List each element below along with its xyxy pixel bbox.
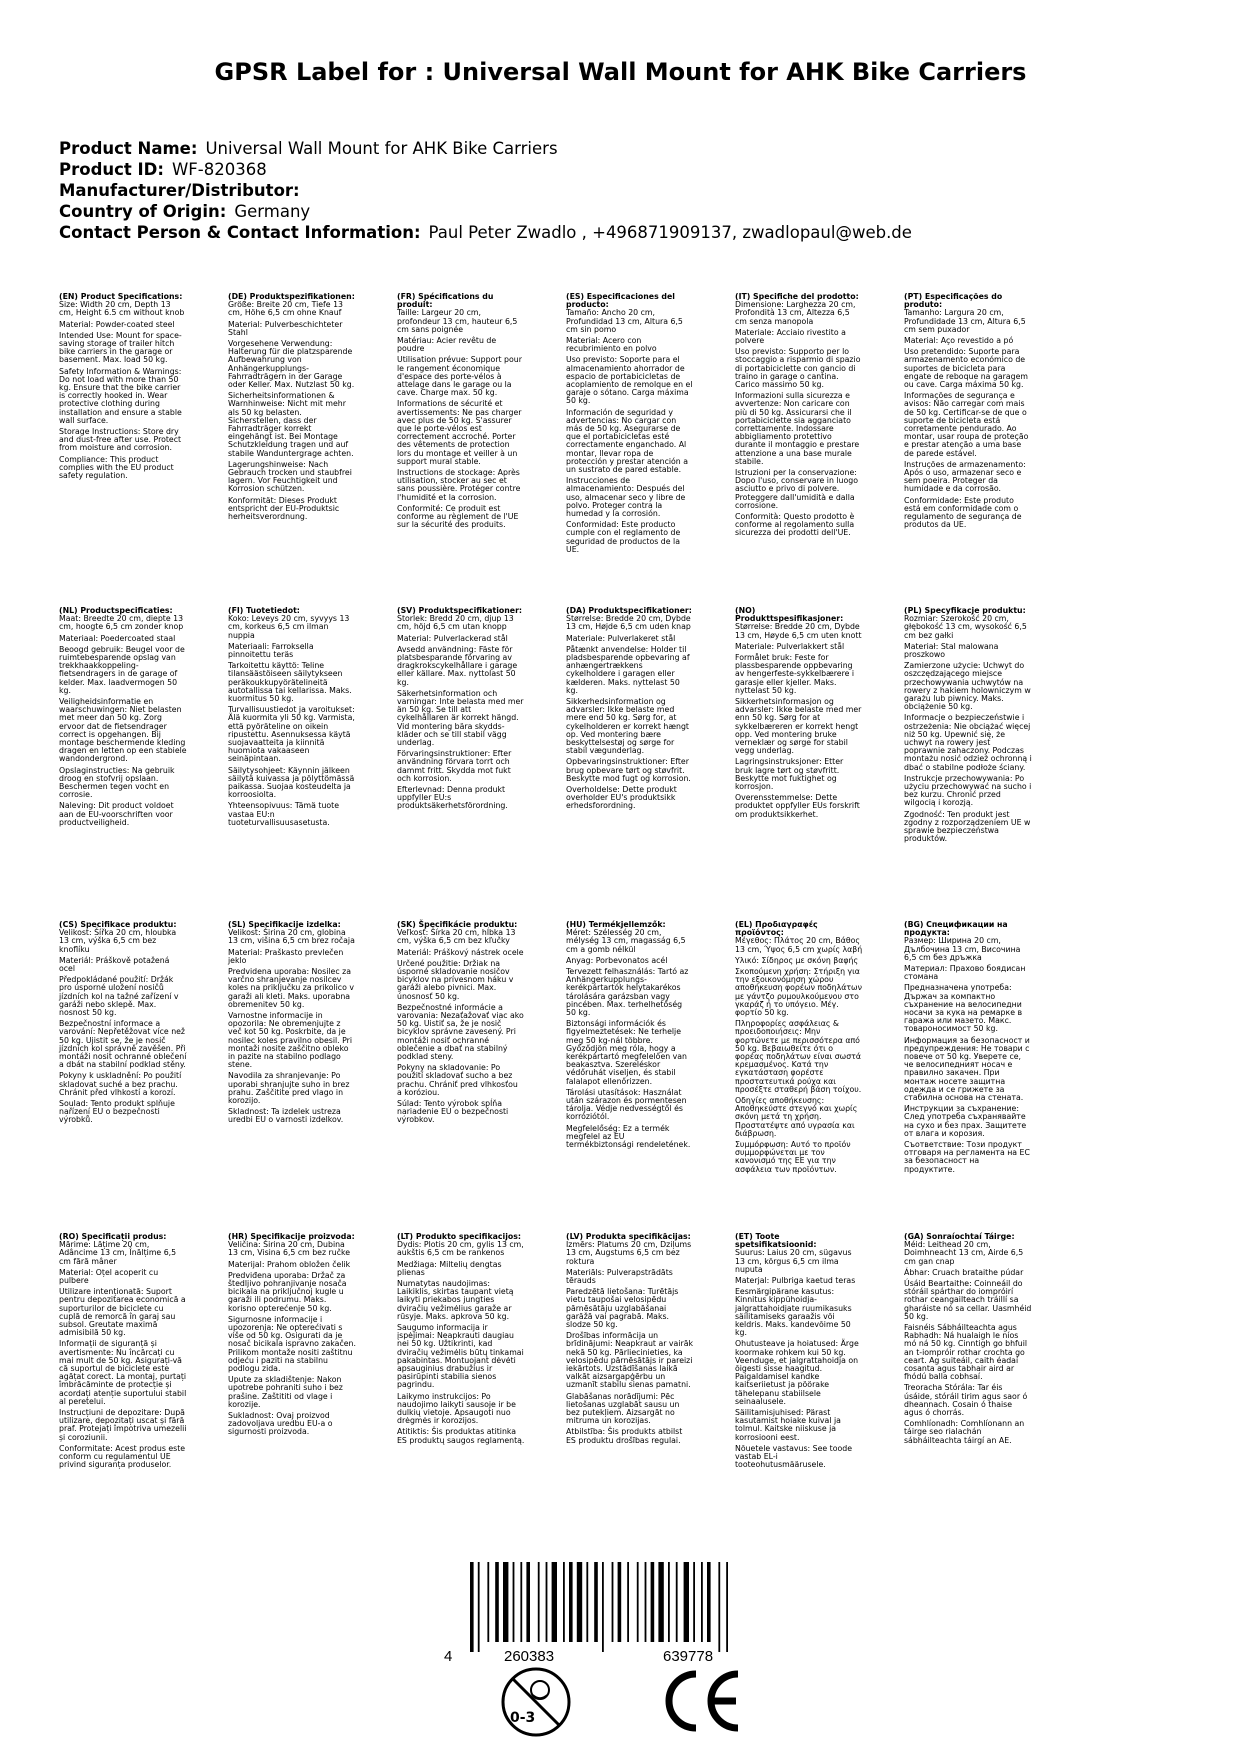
- spec-heading: (ET) Toote spetsifikatsioonid:: [735, 1232, 817, 1250]
- spec-line: Veličina: Širina 20 cm, Dubina 13 cm, Visina 6,5 cm bez ručke: [228, 1240, 351, 1258]
- spec-heading: (RO) Specificații produs:: [59, 1232, 167, 1241]
- contact-row: [59, 222, 912, 243]
- barcode-bar: [707, 1562, 711, 1642]
- age-warning-icon: [500, 1666, 572, 1738]
- ce-mark-icon: [660, 1666, 742, 1736]
- spec-line: Größe: Breite 20 cm, Tiefe 13 cm, Höhe 6,5 cm ohne Knauf: [228, 300, 344, 318]
- spec-block: [566, 293, 694, 557]
- spec-heading: (SK) Špecifikácie produktu:: [397, 920, 518, 929]
- barcode-bar: [470, 1562, 474, 1652]
- spec-line: Størrelse: Bredde 20 cm, Dybde 13 cm, Høyde 6,5 cm uten knott: [735, 622, 862, 640]
- spec-line: Opbevaringsinstruktioner: Efter brug opbevare tørt og støvfrit. Beskytte mod fugt og korrosion.: [566, 757, 691, 783]
- spec-heading: (BG) Спецификации на продукта:: [904, 920, 1008, 938]
- spec-line: Saugumo informacija ir įspėjimai: Neapkrauti daugiau nei 50 kg. Užtikrinti, kad dviračių vežimėlis būtų tinkamai pakabintas. Montuojant dėvėti apsauginius drabužius ir pasirūpinti stabilia sienos pagrindu.: [397, 1323, 524, 1390]
- spec-line: Vorgesehene Verwendung: Halterung für die platzsparende Aufbewahrung von Anhängerkupplungs-Fahrradträgern in der Garage oder Keller. Max. Nutzlast 50 kg.: [228, 339, 355, 390]
- spec-line: Material: Oțel acoperit cu pulbere: [59, 1267, 159, 1286]
- spec-line: Påtænkt anvendelse: Holder til pladsbesparende opbevaring af anhængertrækkens cykelholdere i garagen eller kælderen. Maks. nyttelast 50 kg.: [566, 644, 690, 695]
- spec-line: Conformità: Questo prodotto è conforme al regolamento sulla sicurezza dei prodotti dell'UE.: [735, 512, 855, 538]
- barcode-bar: [526, 1562, 530, 1642]
- spec-line: Konformität: Dieses Produkt entspricht der EU-Produktsic herheitsverordnung.: [228, 495, 340, 522]
- spec-line: Suurus: Laius 20 cm, sügavus 13 cm, kõrgus 6,5 cm ilma nuputa: [735, 1248, 852, 1274]
- barcode-bar: [602, 1562, 604, 1652]
- spec-block: [397, 1233, 525, 1448]
- spec-line: Méret: Szélesség 20 cm, mélység 13 cm, magasság 6,5 cm a gomb nélkül: [566, 928, 686, 954]
- spec-heading: (FI) Tuotetiedot:: [228, 606, 300, 615]
- barcode-bar: [487, 1562, 489, 1642]
- spec-heading: (HU) Termékjellemzők:: [566, 920, 666, 929]
- spec-line: Μέγεθος: Πλάτος 20 cm, Βάθος 13 cm, Ύψος 6,5 cm χωρίς λαβή: [735, 936, 863, 954]
- spec-line: Materiaali: Farroksella pinnoitettu teräs: [228, 641, 314, 660]
- spec-line: Treoracha Stórála: Tar éis úsáide, stóráil tirim agus saor ó dheannach. Cosain ó thaise agus ó chorrás.: [904, 1383, 1028, 1418]
- spec-heading: (SL) Specifikacije izdelka:: [228, 920, 341, 929]
- barcode-bar: [503, 1562, 508, 1642]
- spec-line: Matériau: Acier revêtu de poudre: [397, 336, 497, 354]
- spec-line: Storage Instructions: Store dry and dust-free after use. Protect from moisture and corrosion.: [59, 427, 182, 453]
- spec-line: Συμμόρφωση: Αυτό το προϊόν συμμορφώνεται με τον κανονισμό της ΕΕ για την ασφάλεια των προϊόντων.: [735, 1140, 851, 1174]
- spec-line: Material: Praškasto prevlečen jeklo: [228, 947, 344, 965]
- spec-line: Informações de segurança e avisos: Não carregar com mais de 50 kg. Certificar-se de que o suporte de bicicleta está corretamente pendurado. Ao montar, usar roupa de proteção e prestar atenção a uma base de parede estável.: [904, 391, 1029, 458]
- spec-line: Skladnost: Ta izdelek ustreza uredbi EU o varnosti izdelkov.: [228, 1107, 344, 1125]
- spec-line: Megfelelőség: Ez a termék megfelel az EU termékbiztonsági rendeletének.: [566, 1123, 691, 1150]
- spec-line: Velikost: Širina 20 cm, globina 13 cm, višina 6,5 cm brez ročaja: [228, 928, 355, 946]
- barcode-bar: [637, 1562, 639, 1642]
- spec-line: Material: Aço revestido a pó: [904, 336, 1014, 346]
- barcode-bar: [668, 1562, 670, 1642]
- spec-line: Turvallisuustiedot ja varoitukset: Älä kuormita yli 50 kg. Varmista, että pyöräteline on oikein ripustettu. Asennuksessa käytä suojavaatteita ja kiinnitä huomiota vakaaseen seinäpintaan.: [228, 705, 355, 764]
- product-name-row: [59, 138, 912, 159]
- spec-line: Paredzētā lietošana: Turētājs vietu taupošai velosipēdu pārnēsātāju uzglabāšanai garāžā vai pagrabā. Maks. slodze 50 kg.: [566, 1287, 679, 1330]
- spec-line: Compliance: This product complies with the EU product safety regulation.: [59, 454, 174, 481]
- spec-line: Laikymo instrukcijos: Po naudojimo laikyti sausoje ir be dulkių vietoje. Apsaugoti nuo drėgmės ir korozijos.: [397, 1391, 516, 1426]
- spec-line: Numatytas naudojimas: Laikiklis, skirtas taupant vietą laikyti priekabos jungties dviračių vežimėlius garaže ar rūsyje. Maks. apkrova 50 kg.: [397, 1279, 514, 1321]
- spec-line: Materiale: Acciaio rivestito a polvere: [735, 327, 846, 346]
- barcode-bar: [563, 1562, 565, 1642]
- spec-block: [566, 1233, 694, 1448]
- spec-line: Materiāls: Pulverapstrādāts tērauds: [566, 1267, 673, 1286]
- barcode-digit-group-1: 260383: [504, 1648, 555, 1665]
- spec-line: Uso previsto: Soporte para el almacenamiento ahorrador de espacio de portabicicletas de acoplamiento de remolque en el garaje o sótano. Carga máxima 50 kg.: [566, 355, 693, 406]
- spec-line: Materiaal: Poedercoated staal: [59, 633, 176, 643]
- spec-heading: (PT) Especificações do produto:: [904, 292, 1003, 310]
- spec-line: Biztonsági információk és figyelmeztetések: Ne terhelje meg 50 kg-nál többre. Győződjön meg róla, hogy a kerékpártartó megfelelően van beakasztva. Szereléskor védőruhát viseljen, és stabil falalapot ellenőrizzen.: [566, 1019, 687, 1086]
- spec-line: Taille: Largeur 20 cm, profondeur 13 cm, hauteur 6,5 cm sans poignée: [397, 308, 518, 334]
- spec-heading: (LV) Produkta specifikācijas:: [566, 1232, 691, 1241]
- spec-line: Súlad: Tento výrobok spĺňa nariadenie EÚ o bezpečnosti výrobkov.: [397, 1099, 509, 1125]
- spec-block: [735, 607, 863, 822]
- spec-line: Zgodność: Ten produkt jest zgodny z rozporządzeniem UE w sprawie bezpieczeństwa produktów.: [904, 809, 1031, 844]
- spec-line: Úsáid Beartaithe: Coinneáil do stóráil spárthar do iompróirí rothar ceangailteach tráillí sa gharáiste nó sa cellar. Uasmhéid 50 kg.: [904, 1279, 1032, 1321]
- age-range-text: 0-3: [510, 1710, 536, 1726]
- spec-line: Materijal: Prahom obložen čelik: [228, 1259, 351, 1269]
- spec-line: Utilizare intenționată: Suport pentru depozitarea economică a suporturilor de biciclete cu cuplă de remorcă în garaj sau subsol. Greutate maximă admisibilă 50 kg.: [59, 1287, 186, 1338]
- spec-line: Intended Use: Mount for space-saving storage of trailer hitch bike carriers in the garage or basement. Max. load 50 kg.: [59, 330, 182, 365]
- spec-line: Instrukcje przechowywania: Po użyciu przechowywać na sucho i bez kurzu. Chronić przed wilgocią i korozją.: [904, 773, 1032, 808]
- spec-block: [397, 293, 525, 532]
- spec-line: Størrelse: Bredde 20 cm, Dybde 13 cm, Højde 6,5 cm uden knap: [566, 614, 691, 632]
- contact-label: Contact Person & Contact Information:: [59, 223, 421, 242]
- spec-line: Pokyny k uskladnění: Po použití skladovat suché a bez prachu. Chránit před vlhkostí a korozí.: [59, 1071, 182, 1097]
- barcode-bar: [513, 1562, 515, 1642]
- spec-line: Conformidade: Este produto está em conformidade com o regulamento de segurança de produtos da UE.: [904, 495, 1022, 530]
- spec-line: Koko: Leveys 20 cm, syvyys 13 cm, korkeus 6,5 cm ilman nuppia: [228, 614, 350, 640]
- spec-line: Predvidena uporaba: Nosilec za varčno shranjevanje nosilcev koles na priključku za prikolico v garaži ali kleti. Maks. uporabna obremenitev 50 kg.: [228, 967, 354, 1009]
- spec-line: Lagringsinstruksjoner: Etter bruk lagre tørt og støvfritt. Beskytte mot fuktighet og korrosjon.: [735, 757, 844, 792]
- spec-line: Zamierzone użycie: Uchwyt do oszczędzającego miejsce przechowywania uchwytów na rowery z hakiem holowniczym w garażu lub piwnicy. Maks. obciążenie 50 kg.: [904, 661, 1031, 712]
- manufacturer-row: [59, 180, 912, 201]
- spec-line: Materiál: Práškově potažená ocel: [59, 955, 170, 974]
- spec-line: Lagerungshinweise: Nach Gebrauch trocken und staubfrei lagern. Vor Feuchtigkeit und Korrosion schützen.: [228, 459, 352, 494]
- spec-heading: (LT) Produkto specifikacijos:: [397, 1232, 521, 1241]
- spec-line: Предназначена употреба: Държач за компактно съхранение на велосипедни носачи за кука на ремарке в гаража или мазето. Макс. товароносимост 50 kg.: [904, 983, 1023, 1034]
- spec-block: [228, 921, 356, 1128]
- barcode-bar: [552, 1562, 557, 1642]
- spec-line: Informazioni sulla sicurezza e avvertenze: Non caricare con più di 50 kg. Assicurarsi che il portabiciclette sia agganciato correttamente. Indossare abbigliamento protettivo durante il montaggio e prestare attenzione a una base murale stabile.: [735, 391, 860, 466]
- spec-line: Opslaginstructies: Na gebruik droog en stofvrij opslaan. Beschermen tegen vocht en corrosie.: [59, 765, 175, 800]
- spec-line: Overholdelse: Dette produkt overholder EU's produktsikk erhedsforordning.: [566, 785, 677, 811]
- barcode-bar: [538, 1562, 540, 1642]
- origin-value: Germany: [234, 202, 311, 221]
- spec-heading: (EL) Προδιαγραφές προϊόντος:: [735, 920, 818, 938]
- spec-block: [904, 293, 1032, 532]
- spec-line: Säilitamisjuhised: Pärast kasutamist hoiake kuival ja tolmul. Kaitske niiskuse ja korrosiooni eest.: [735, 1408, 841, 1442]
- spec-line: Materiale: Pulverlakkert stål: [735, 641, 845, 651]
- barcode-digit-1: 4: [444, 1648, 453, 1665]
- spec-line: Nõuetele vastavus: See toode vastab EL-i tooteohutusmääruselе.: [735, 1443, 853, 1470]
- product-name-value: Universal Wall Mount for AHK Bike Carriers: [205, 139, 558, 158]
- spec-line: Safety Information & Warnings: Do not load with more than 50 kg. Ensure that the bike carrier is correctly hooked in. Wear protective clothing during installation and ensure a stable wall surface.: [59, 366, 182, 425]
- spec-block: [59, 921, 187, 1128]
- product-id-value: WF-820368: [171, 160, 267, 179]
- spec-line: Istruzioni per la conservazione: Dopo l'uso, conservare in luogo asciutto e privo di polvere. Proteggere dall'umidità e dalla corrosione.: [735, 468, 858, 510]
- spec-line: Soulad: Tento produkt splňuje nařízení EU o bezpečnosti výrobků.: [59, 1099, 175, 1125]
- spec-line: Yhteensopivuus: Tämä tuote vastaa EU:n tuoteturvallisuusasetusta.: [228, 801, 340, 827]
- spec-line: Maat: Breedte 20 cm, diepte 13 cm, hoogte 6,5 cm zonder knop: [59, 614, 184, 632]
- spec-line: Material: Acero con recubrimiento en polvo: [566, 336, 657, 354]
- spec-line: Информация за безопасност и предупреждения: Не товари с повече от 50 kg. Уверете се, че велосипедният носач е правилно закачен. При монтаж носете защитна одежда и се грижете за стабилна основа на стената.: [904, 1035, 1030, 1103]
- origin-row: [59, 201, 912, 222]
- barcode-bar: [569, 1562, 573, 1642]
- spec-line: Tamanho: Largura 20 cm, Profundidade 13 cm, Altura 6,5 cm sem puxador: [904, 308, 1026, 334]
- spec-block: [566, 921, 694, 1152]
- spec-line: Uso pretendido: Suporte para armazenamento económico de suportes de bicicleta para engate de reboque na garagem ou cave. Carga máxima 50 kg.: [904, 347, 1028, 390]
- spec-line: Mărime: Lățime 20 cm, Adâncime 13 cm, Înălțime 6,5 cm fără mâner: [59, 1240, 177, 1266]
- spec-heading: (GA) Sonraíochtaí Táirge:: [904, 1232, 1015, 1241]
- spec-line: Sukladnost: Ovaj proizvod zadovoljava uredbu EU-a o sigurnosti proizvoda.: [228, 1411, 333, 1437]
- spec-line: Съответствие: Този продукт отговаря на регламента на ЕС за безопасност на продуктите.: [904, 1140, 1030, 1174]
- barcode-bar: [618, 1562, 622, 1642]
- spec-line: Material: Pulverlackerad stål: [397, 633, 508, 643]
- barcode-bar: [577, 1562, 582, 1642]
- spec-heading: (DE) Produktspezifikationen:: [228, 292, 355, 301]
- spec-line: Sigurnosne informacije i upozorenja: Ne opterećivati s više od 50 kg. Osigurati da je nosač bicikala ispravno zakačen. Prilikom montaže nositi zaštitnu odjeću i paziti na stabilnu podlogu zida.: [228, 1314, 356, 1374]
- spec-line: Avsedd användning: Fäste för platsbesparande förvaring av dragkrokscykelhållare i garage eller källare. Max. nyttolast 50 kg.: [397, 644, 518, 687]
- barcode-bar: [684, 1562, 689, 1642]
- spec-line: Οδηγίες αποθήκευσης: Αποθηκεύστε στεγνό και χωρίς σκόνη μετά τη χρήση. Προστατέψτε από υγρασία και διάβρωση.: [735, 1096, 858, 1138]
- spec-line: Tervezett felhasználás: Tartó az Anhängerkupplungs-kerékpártartók helytakarékos tárolására garázsban vagy pincében. Max. terhelhetőség 50 kg.: [566, 967, 689, 1018]
- spec-line: Tarkoitettu käyttö: Teline tilansäästöiseen säilytykseen peräkoukkupyörätelineitä autotallissa tai kellarissa. Maks. kuormitus 50 kg.: [228, 661, 352, 704]
- spec-block: [228, 607, 356, 830]
- spec-line: Материал: Прахово боядисан стомана: [904, 964, 1026, 982]
- spec-line: Rozmiar: Szerokość 20 cm, głębokość 13 cm, wysokość 6,5 cm bez gałki: [904, 614, 1027, 640]
- spec-line: Faisnéis Sábháilteachta agus Rabhadh: Ná hualaigh le níos mó ná 50 kg. Cinntigh go bhfuil an t-iompróir rothar crochta go ceart. Ag suiteáil, caith éadaí cosanta agus tabhair aird ar fhódú balla cobhsaí.: [904, 1323, 1028, 1382]
- spec-heading: (ES) Especificaciones del producto:: [566, 292, 675, 310]
- spec-line: Conformidad: Este producto cumple con el reglamento de seguridad de productos de la UE.: [566, 520, 681, 554]
- product-name-label: Product Name:: [59, 139, 198, 158]
- spec-line: Sicherheitsinformationen & Warnhinweise: Nicht mit mehr als 50 kg belasten. Sicherstellen, dass der Fahrradträger korrekt eingehängt ist. Bei Montage Schutzkleidung tragen und auf stabile Wanduntergrage achten.: [228, 391, 354, 458]
- spec-line: Pokyny na skladovanie: Po použití skladovať sucho a bez prachu. Chrániť pred vlhkosťou a koróziou.: [397, 1063, 518, 1097]
- spec-line: Ábhar: Cruach brataithe púdar: [904, 1267, 1024, 1277]
- spec-line: Instruções de armazenamento: Após o uso, armazenar seco e sem poeira. Proteger da humidade e da corrosão.: [904, 459, 1026, 494]
- barcode-bar: [645, 1562, 647, 1642]
- spec-heading: (SV) Produktspecifikationer:: [397, 606, 523, 615]
- spec-line: Säilytysohjeet: Käynnin jälkeen säilytä kuivassa ja pölyttömässä paikassa. Suojaa kosteudelta ja korroosiolta.: [228, 765, 355, 800]
- spec-line: Conformitate: Acest produs este conform cu regulamentul UE privind siguranța produselor.: [59, 1443, 186, 1470]
- spec-line: Utilisation prévue: Support pour le rangement économique d'espace des porte-vélos à attelage dans le garage ou la cave. Charge max. 50 kg.: [397, 355, 522, 398]
- spec-line: Materiál: Práškový nástrek ocele: [397, 947, 524, 957]
- spec-line: Varnostne informacije in opozorila: Ne obremenjujte z več kot 50 kg. Poskrbite, da je nosilec koles pravilno obesil. Pri montaži nosite zaščitno obleko in pazite na stabilno podlago stene.: [228, 1011, 353, 1070]
- spec-block: [59, 293, 187, 483]
- spec-line: Material: Powder-coated steel: [59, 319, 175, 329]
- page-title: GPSR Label for : Universal Wall Mount for AHK Bike Carriers: [214, 58, 1027, 86]
- barcode-digit-group-2: 639778: [663, 1648, 714, 1665]
- spec-line: Dimensione: Larghezza 20 cm, Profondità 13 cm, Altezza 6,5 cm senza manopola: [735, 300, 856, 326]
- spec-line: Material: Pulverbeschichteter Stahl: [228, 319, 343, 337]
- spec-heading: (CS) Specifikace produktu:: [59, 920, 177, 929]
- spec-line: Izmērs: Platums 20 cm, Dziļums 13 cm, Augstums 6,5 cm bez roktura: [566, 1240, 692, 1266]
- spec-line: Bezpečnostní informace a varování: Nepřetěžovat více než 50 kg. Ujistit se, že je nosič jízdních kol správně zavěšen. Při montáži nosit ochranné oblečení a dbát na stabilní podklad stěny.: [59, 1019, 187, 1070]
- spec-line: Förvaringsinstruktioner: Efter användning förvara torrt och dammt fritt. Skydda mot fukt och korrosion.: [397, 749, 512, 783]
- spec-heading: (HR) Specifikacije proizvoda:: [228, 1232, 355, 1241]
- spec-block: [228, 293, 356, 524]
- spec-line: Určené použitie: Držiak na úsporné skladovanie nosičov bicyklov na prívesnom háku v garáži alebo pivnici. Max. únosnosť 50 kg.: [397, 958, 514, 1001]
- spec-block: [735, 1233, 863, 1472]
- spec-line: Drošības informācija un brīdinājumi: Neapkraut ar vairāk nekā 50 kg. Pārliecinieties, ka velosipēdu pārnēsātājs ir pareizi iekārtots. Uzstādīšanas laikā valkāt aizsargapģērbu un uzmanīt stabilu sienas pamatni.: [566, 1331, 693, 1390]
- spec-line: Efterlevnad: Denna produkt uppfyller EU:s produktsäkerhetsförordning.: [397, 785, 508, 811]
- spec-line: Atitiktis: Šis produktas atitinka ES produktų saugos reglamentą.: [397, 1427, 525, 1445]
- spec-block: [566, 607, 694, 814]
- spec-line: Informacje o bezpieczeństwie i ostrzeżenia: Nie obciążać więcej niż 50 kg. Upewnić się, że uchwyt na rowery jest poprawnie zahaczony. Podczas montażu nosić odzież ochronną i dbać o stabilne podłoże ściany.: [904, 713, 1032, 772]
- spec-line: Materjal: Pulbriga kaetud teras: [735, 1276, 856, 1286]
- spec-line: Materiał: Stal malowana proszkowo: [904, 641, 999, 660]
- spec-line: Materiale: Pulverlakeret stål: [566, 633, 676, 643]
- spec-heading: (DA) Produktspecifikationer:: [566, 606, 692, 615]
- spec-line: Sikkerhetsinformasjon og advarsler: Ikke belaste med mer enn 50 kg. Sørg for at sykkelbæreren er korrekt hengt opp. Ved montering bruke verneklær og sørge for stabil vegg underlag.: [735, 697, 862, 756]
- barcode-bar: [612, 1562, 614, 1642]
- barcode-bar: [546, 1562, 548, 1642]
- spec-line: Σκοπούμενη χρήση: Στήριξη για την εξοικονόμηση χώρου αποθήκευση φορέων ποδηλάτων με γάντζο ρυμουλκούμενου στο γκαράζ ή το υπόγειο. Μέγ. φορτίο 50 kg.: [735, 967, 862, 1018]
- spec-line: Informations de sécurité et avertissements: Ne pas charger avec plus de 50 kg. S'assurer que le porte-vélos est correctement accroché. Porter des vêtements de protection lors du montage et veiller à un support mural stable.: [397, 399, 522, 466]
- spec-block: [59, 607, 187, 830]
- barcode-bar: [627, 1562, 629, 1642]
- spec-line: Velikost: Šířka 20 cm, hloubka 13 cm, výška 6,5 cm bez knoflíku: [59, 928, 177, 954]
- spec-block: [397, 921, 525, 1128]
- barcode-bar: [676, 1562, 678, 1642]
- spec-line: Tárolási utasítások: Használat után szárazon és pormentesen tárolja. Védje nedvességtől és korróziótól.: [566, 1087, 687, 1122]
- barcode-bar: [594, 1562, 598, 1642]
- spec-line: Naleving: Dit product voldoet aan de EU-voorschriften voor productveiligheid.: [59, 801, 174, 827]
- spec-line: Overensstemmelse: Dette produktet oppfyller EUs forskrift om produktsikkerhet.: [735, 793, 860, 819]
- barcode-bar: [651, 1562, 655, 1642]
- spec-line: Comhlíonadh: Comhlíonann an táirge seo rialachán sábháilteachta táirgí an AE.: [904, 1419, 1025, 1445]
- spec-line: Storlek: Bredd 20 cm, djup 13 cm, höjd 6,5 cm utan knopp: [397, 614, 514, 632]
- spec-heading: (NL) Productspecificaties:: [59, 606, 173, 615]
- spec-line: Conformité: Ce produit est conforme au règlement de l'UE sur la sécurité des produits.: [397, 503, 519, 530]
- spec-block: [904, 607, 1032, 846]
- spec-line: Ohutusteave ja hoiatused: Ärge koormake rohkem kui 50 kg. Veenduge, et jalgrattahoidja on õigesti sisse haagitud. Paigaldamisel kandke kaitseriietust ja pöörake tähelepanu stabiilsele seinaalusele.: [735, 1339, 859, 1406]
- spec-line: Eesmärgipärane kasutus: Kinnitus kippühoidja-jalgrattahoidjate ruumikasuks säilitamiseks garaažis või keldris. Maks. kandevõime 50 kg.: [735, 1287, 852, 1338]
- spec-line: Uso previsto: Supporto per lo stoccaggio a risparmio di spazio di portabiciclette con gancio di traino in garage o cantina. Carico massimo 50 kg.: [735, 347, 861, 390]
- spec-line: Veľkosť: Šírka 20 cm, hĺbka 13 cm, výška 6,5 cm bez kľučky: [397, 928, 516, 946]
- spec-line: Información de seguridad y advertencias: No cargar con más de 50 kg. Asegurarse de que el portabicicletas esté correctamente enganchado. Al montar, llevar ropa de protección y prestar atención a un sustrato de pared estable.: [566, 407, 688, 475]
- spec-line: Formålet bruk: Feste for plassbesparende oppbevaring av hengerfeste-sykkelbærere i garasje eller kjeller. Maks. nyttelast 50 kg.: [735, 653, 855, 695]
- spec-line: Předpokládané použití: Držák pro úsporné uložení nosičů jízdních kol na tažné zařízení v garáži nebo sklepě. Max. nosnost 50 kg.: [59, 975, 179, 1018]
- spec-line: Sikkerhedsinformation og advarsler: Ikke belaste med mere end 50 kg. Sørg for, at cykelholderen er korrekt hængt op. Ved montering bære beskyttelsestøj og sørge for stabil vægunderlag.: [566, 697, 689, 756]
- barcode-bar: [520, 1562, 522, 1642]
- barcode-bar: [726, 1562, 728, 1652]
- barcode-bar: [658, 1562, 663, 1642]
- spec-line: Navodila za shranjevanje: Po uporabi shranjujte suho in brez prahu. Zaščitite pred vlago in korozijo.: [228, 1071, 350, 1106]
- barcode-bar: [586, 1562, 588, 1642]
- product-info: [59, 138, 912, 243]
- spec-line: Beoogd gebruik: Beugel voor de ruimtebesparende opslag van trekkhaakkoppeling-fietsendragers in de garage of kelder. Max. laadvermogen 50 kg.: [59, 644, 185, 695]
- barcode-bar: [495, 1562, 499, 1642]
- spec-heading: (EN) Product Specifications:: [59, 292, 183, 301]
- barcode-bar: [693, 1562, 695, 1642]
- spec-line: Dydis: Plotis 20 cm, gylis 13 cm, aukštis 6,5 cm be rankenos: [397, 1240, 524, 1258]
- spec-block: [735, 293, 863, 541]
- contact-value: Paul Peter Zwadlo , +496871909137, zwadlopaul@web.de: [428, 223, 912, 242]
- barcode-bar: [478, 1562, 480, 1652]
- spec-line: Υλικό: Σίδηρος με σκόνη βαφής: [735, 955, 859, 965]
- spec-line: Инструкции за съхранение: След употреба съхранявайте на сухо и без прах. Защитете от влага и корозия.: [904, 1104, 1027, 1138]
- barcode-bar: [701, 1562, 703, 1642]
- spec-block: [904, 1233, 1032, 1448]
- spec-line: Size: Width 20 cm, Depth 13 cm, Height 6.5 cm without knob: [59, 300, 185, 318]
- barcode-bar: [718, 1562, 720, 1652]
- spec-heading: (NO) Produkttspesifikasjoner:: [735, 606, 844, 624]
- spec-line: Bezpečnostné informácie a varovania: Nezaťažovať viac ako 50 kg. Uistiť sa, že je nosič bicyklov správne zavesený. Pri montáži nosiť ochranné oblečenie a dbať na stabilný podklad steny.: [397, 1002, 524, 1062]
- product-id-label: Product ID:: [59, 160, 164, 179]
- spec-line: Predviđena uporaba: Držač za štedljivo pohranjivanje nosača bicikala na priključnoj kugle u garaži ili podrumu. Maks. korisno opterećenje 50 kg.: [228, 1270, 347, 1313]
- barcode: [440, 1562, 748, 1666]
- product-id-row: [59, 159, 912, 180]
- spec-line: Πληροφορίες ασφάλειας & προειδοποιήσεις: Μην φορτώνετε με περισσότερα από 50 kg. Βεβαιωθείτε ότι ο φορέας ποδηλάτων είναι σωστά κρεμασμένος. Κατά την εγκατάσταση φορέστε προστατευτικά ρούχα και προσέξτε σταθερή βάση τοίχου.: [735, 1019, 862, 1094]
- spec-line: Méid: Leithead 20 cm, Doimhneacht 13 cm, Airde 6,5 cm gan cnap: [904, 1240, 1024, 1266]
- spec-heading: (PL) Specyfikacje produktu:: [904, 606, 1026, 615]
- spec-line: Atbilstība: Šis produkts atbilst ES produktu drošības regulai.: [566, 1427, 683, 1445]
- spec-line: Glabāšanas norādījumi: Pēc lietošanas uzglabāt sausu un bez putekļiem. Aizsargāt no mitruma un korozijas.: [566, 1391, 680, 1426]
- spec-line: Veiligheidsinformatie en waarschuwingen: Niet belasten met meer dan 50 kg. Zorg ervoor dat de fietsendrager correct is opgehangen. Bij montage beschermende kleding dragen en letten op een stabiele wandondergrond.: [59, 697, 187, 764]
- spec-block: [397, 607, 525, 814]
- spec-line: Instructions de stockage: Après utilisation, stocker au sec et sans poussière. Protéger contre l'humidité et la corrosion.: [397, 468, 521, 502]
- spec-line: Размер: Ширина 20 cm, Дълбочина 13 cm, Височина 6,5 cm без дръжка: [904, 936, 1021, 962]
- spec-block: [735, 921, 863, 1177]
- spec-block: [228, 1233, 356, 1440]
- spec-line: Upute za skladištenje: Nakon upotrebe pohraniti suho i bez prašine. Zaštititi od vlage i korozije.: [228, 1375, 343, 1409]
- spec-line: Anyag: Porbevonatos acél: [566, 955, 668, 965]
- manufacturer-label: Manufacturer/Distributor:: [59, 181, 300, 200]
- spec-line: Tamaño: Ancho 20 cm, Profundidad 13 cm, Altura 6,5 cm sin pomo: [566, 308, 683, 334]
- spec-block: [904, 921, 1032, 1177]
- spec-heading: (FR) Spécifications du produit:: [397, 292, 494, 310]
- spec-line: Informații de siguranță și avertismente: Nu încărcați cu mai mult de 50 kg. Asigurați-vă că suportul de biciclete este agățat corect. La montaj, purtați îmbrăcăminte de protecție și acordați atenție suportului stabil al peretelui.: [59, 1339, 187, 1406]
- spec-line: Instrucciones de almacenamiento: Después del uso, almacenar seco y libre de polvo. Proteger contra la humedad y la corrosión.: [566, 476, 686, 519]
- spec-line: Medžiaga: Miltelių dengtas plienas: [397, 1259, 502, 1277]
- spec-heading: (IT) Specifiche del prodotto:: [735, 292, 859, 301]
- spec-line: Säkerhetsinformation och varningar: Inte belasta med mer än 50 kg. Se till att cykelhållaren är korrekt hängd. Vid montering bära skydds-kläder och se till stabil vägg underlag.: [397, 688, 524, 748]
- origin-label: Country of Origin:: [59, 202, 227, 221]
- spec-line: Instrucțiuni de depozitare: După utilizare, depozitați uscat și fără praf. Protejați împotriva umezelii și coroziunii.: [59, 1408, 187, 1442]
- spec-block: [59, 1233, 187, 1472]
